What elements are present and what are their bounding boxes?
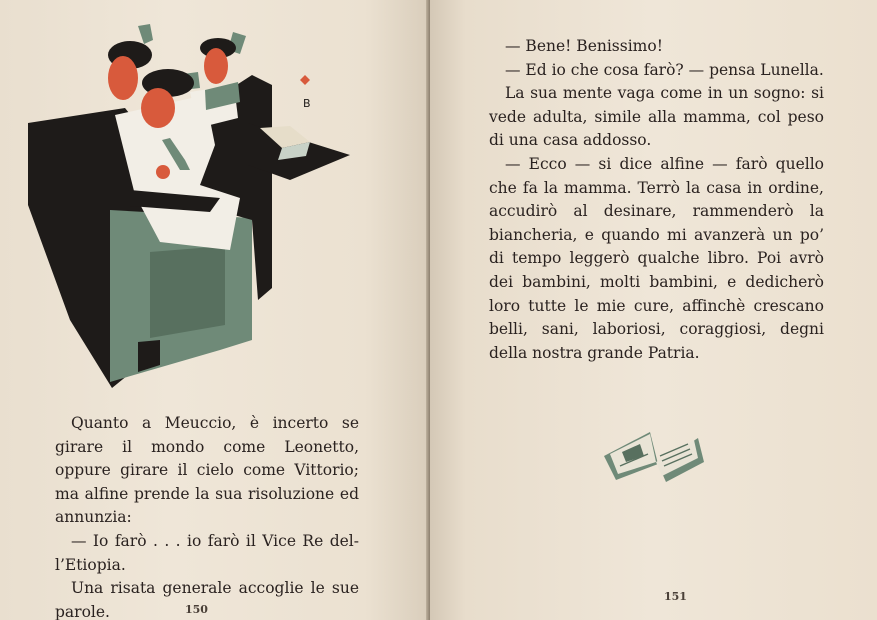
page-number: 150 [185, 603, 208, 616]
children-at-desk-illustration [20, 20, 360, 390]
left-page [0, 0, 430, 620]
paragraph: — Ed io che cosa farò? — pensa Lunella. [505, 60, 824, 79]
left-page-text [55, 412, 359, 620]
paragraph: Una risata generale accoglie le sue parole. [55, 579, 359, 620]
paragraph: — Ecco — si dice alfine — farò quello che fa la mamma. Terrò la casa in ordine, accudirò al desinare, rammenderò la biancheria, e quando mi avanzerà un po’ di tempo leggerò qualche libro. Poi avrò dei bambini, molti bambini, e dedicherò loro tutte le mie cure, affinchè crescano belli, sani, laboriosi, coraggiosi, degni della nostra grande Patria. [489, 154, 824, 362]
paragraph: — Bene! Benissimo! [505, 37, 663, 55]
right-page [430, 0, 877, 620]
paragraph: La sua mente vaga come in un sogno: si vede adulta, simile alla mamma, col peso di una casa addosso. [489, 84, 824, 150]
illustrator-signature: B [303, 97, 311, 110]
page-number: 151 [664, 590, 687, 603]
open-book-icon [600, 422, 708, 484]
right-page-text [489, 35, 824, 365]
paragraph: — Io farò . . . io farò il Vice Re del-l’Etiopia. [55, 531, 359, 574]
paragraph: Quanto a Meuccio, è incerto se girare il mondo come Leonetto, oppure girare il cielo come Vittorio; ma alfine prende la sua risoluzione ed annunzia: [55, 414, 359, 527]
